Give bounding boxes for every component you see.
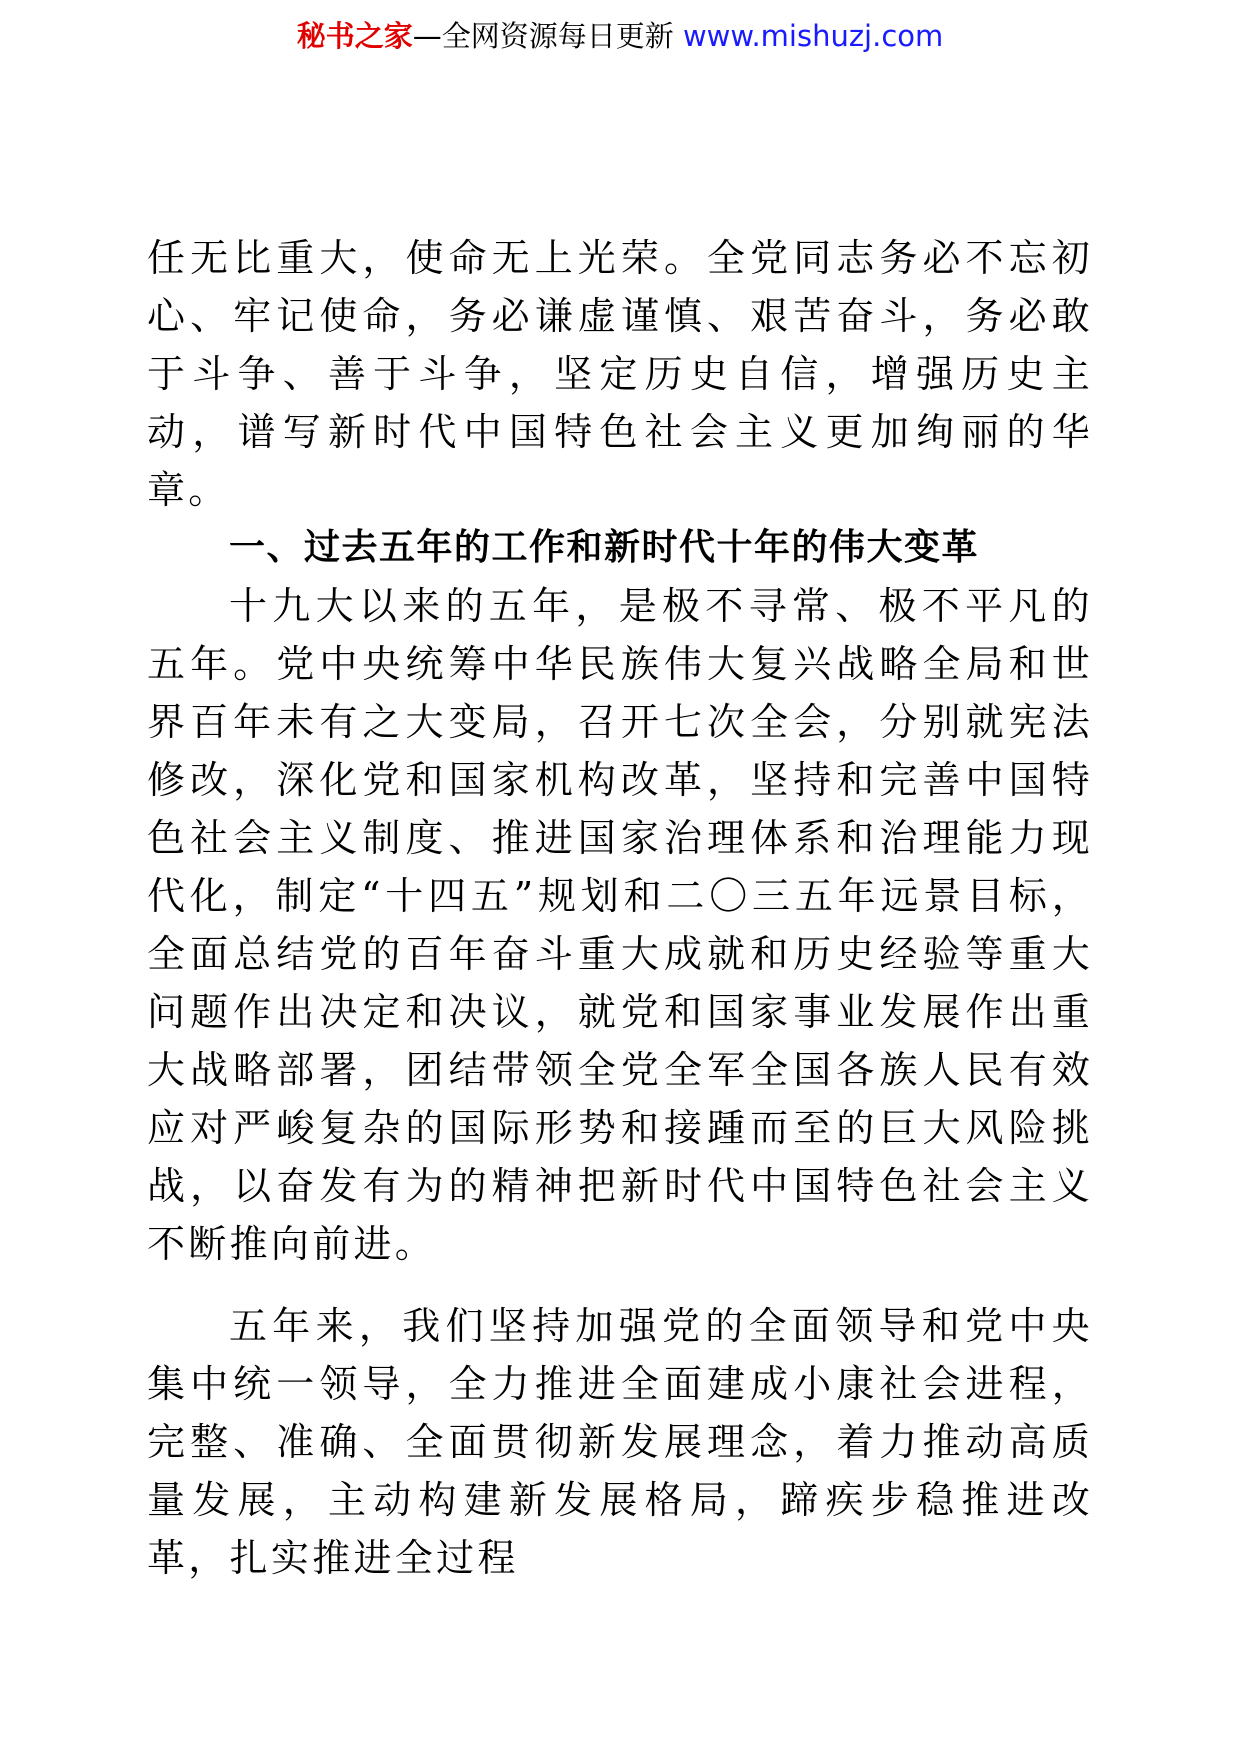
header-brand: 秘书之家: [296, 19, 413, 53]
paragraph-continued: 任无比重大，使命无上光荣。全党同志务必不忘初心、牢记使命，务必谦虚谨慎、艰苦奋斗，务必敢于斗争、善于斗争，坚定历史自信，增强历史主动，谱写新时代中国特色社会主义更加绚丽的华章。: [147, 236, 1093, 512]
section-heading: 一、过去五年的工作和新时代十年的伟大变革: [229, 527, 980, 568]
paragraph-spacer: [147, 1273, 1093, 1297]
paragraph-achievements: 五年来，我们坚持加强党的全面领导和党中央集中统一领导，全力推进全面建成小康社会进程，完整、准确、全面贯彻新发展理念，着力推动高质量发展，主动构建新发展格局，蹄疾步稳推进改革，扎实推进全过程: [147, 1304, 1093, 1580]
header-tagline: —全网资源每日更新: [412, 19, 674, 53]
header-url-link[interactable]: www.mishuzj.com: [682, 19, 944, 53]
page-header: [0, 14, 1240, 58]
document-body: [147, 229, 1093, 1587]
paragraph-past-five-years: 十九大以来的五年，是极不寻常、极不平凡的五年。党中央统筹中华民族伟大复兴战略全局和世界百年未有之大变局，召开七次全会，分别就宪法修改，深化党和国家机构改革，坚持和完善中国特色社会主义制度、推进国家治理体系和治理能力现代化，制定“十四五”规划和二〇三五年远景目标，全面总结党的百年奋斗重大成就和历史经验等重大问题作出决定和决议，就党和国家事业发展作出重大战略部署，团结带领全党全军全国各族人民有效应对严峻复杂的国际形势和接踵而至的巨大风险挑战，以奋发有为的精神把新时代中国特色社会主义不断推向前进。: [147, 584, 1093, 1266]
